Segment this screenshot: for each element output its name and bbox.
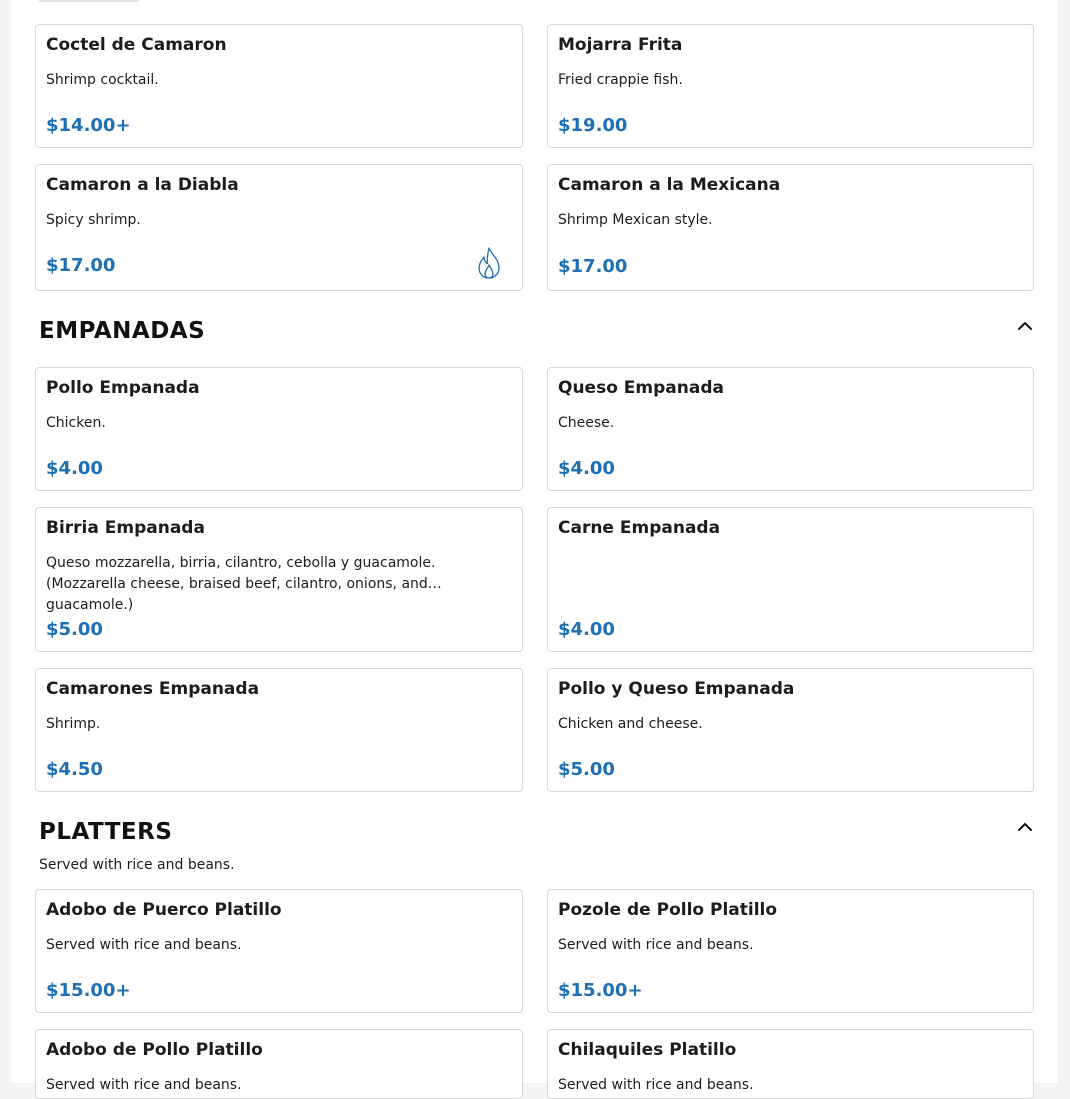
item-name: Pollo Empanada (46, 378, 200, 398)
menu-item-card[interactable] (35, 889, 523, 1013)
item-description: Shrimp cocktail. (46, 72, 159, 88)
item-price: $4.00 (558, 458, 615, 479)
item-description: Shrimp. (46, 716, 101, 732)
item-description: Served with rice and beans. (558, 1077, 754, 1093)
item-price: $5.00 (558, 759, 615, 780)
item-name: Carne Empanada (558, 518, 721, 538)
menu-item-card[interactable] (547, 24, 1034, 148)
menu-item-card[interactable] (547, 1029, 1034, 1099)
item-description: Spicy shrimp. (46, 212, 141, 228)
item-description: Served with rice and beans. (558, 937, 754, 953)
chevron-up-icon[interactable] (1015, 819, 1035, 833)
menu-item-card[interactable] (35, 367, 523, 491)
item-name: Camaron a la Diabla (46, 175, 239, 195)
item-description: Chicken and cheese. (558, 716, 703, 732)
item-price: $15.00+ (558, 980, 643, 1001)
item-description: Queso mozzarella, birria, cilantro, cebolla y guacamole. (Mozzarella cheese, braised beef, cilantro, onions, and guacamole.) (46, 555, 436, 613)
item-name: Coctel de Camaron (46, 35, 227, 55)
menu-item-card[interactable] (547, 164, 1034, 291)
menu-item-card[interactable] (547, 668, 1034, 792)
item-price: $15.00+ (46, 980, 131, 1001)
flame-icon (476, 246, 502, 280)
menu-item-card[interactable] (547, 889, 1034, 1013)
item-name: Birria Empanada (46, 518, 205, 538)
menu-item-card[interactable] (547, 507, 1034, 652)
item-description: Fried crappie fish. (558, 72, 683, 88)
item-description: Served with rice and beans. (46, 937, 242, 953)
item-name: Camarones Empanada (46, 679, 260, 699)
item-name: Pollo y Queso Empanada (558, 679, 795, 699)
item-name: Adobo de Pollo Platillo (46, 1040, 263, 1060)
menu-item-card[interactable] (35, 507, 523, 652)
item-price: $17.00 (558, 256, 628, 277)
section-title: EMPANADAS (39, 318, 206, 344)
menu-item-card[interactable] (547, 367, 1034, 491)
menu-item-card[interactable] (35, 668, 523, 792)
section-subtitle: Served with rice and beans. (39, 857, 235, 873)
item-price: $4.00 (558, 619, 615, 640)
menu-item-card[interactable] (35, 24, 523, 148)
item-price: $5.00 (46, 619, 103, 640)
item-description: Cheese. (558, 415, 615, 431)
item-name: Queso Empanada (558, 378, 724, 398)
item-name: Camaron a la Mexicana (558, 175, 781, 195)
item-price: $14.00+ (46, 115, 131, 136)
item-name: Pozole de Pollo Platillo (558, 900, 778, 920)
item-name: Mojarra Frita (558, 35, 683, 55)
item-name: Chilaquiles Platillo (558, 1040, 737, 1060)
item-description: Served with rice and beans. (46, 1077, 242, 1093)
chevron-up-icon[interactable] (1015, 318, 1035, 332)
item-price: $4.50 (46, 759, 103, 780)
item-price: $19.00 (558, 115, 628, 136)
menu-item-card[interactable] (35, 164, 523, 291)
item-price: $4.00 (46, 458, 103, 479)
menu-item-card[interactable] (35, 1029, 523, 1099)
item-price: $17.00 (46, 255, 116, 276)
item-name: Adobo de Puerco Platillo (46, 900, 282, 920)
item-description: Chicken. (46, 415, 106, 431)
item-description: Shrimp Mexican style. (558, 212, 713, 228)
previous-section-title-edge (39, 0, 139, 2)
section-title: PLATTERS (39, 819, 173, 845)
